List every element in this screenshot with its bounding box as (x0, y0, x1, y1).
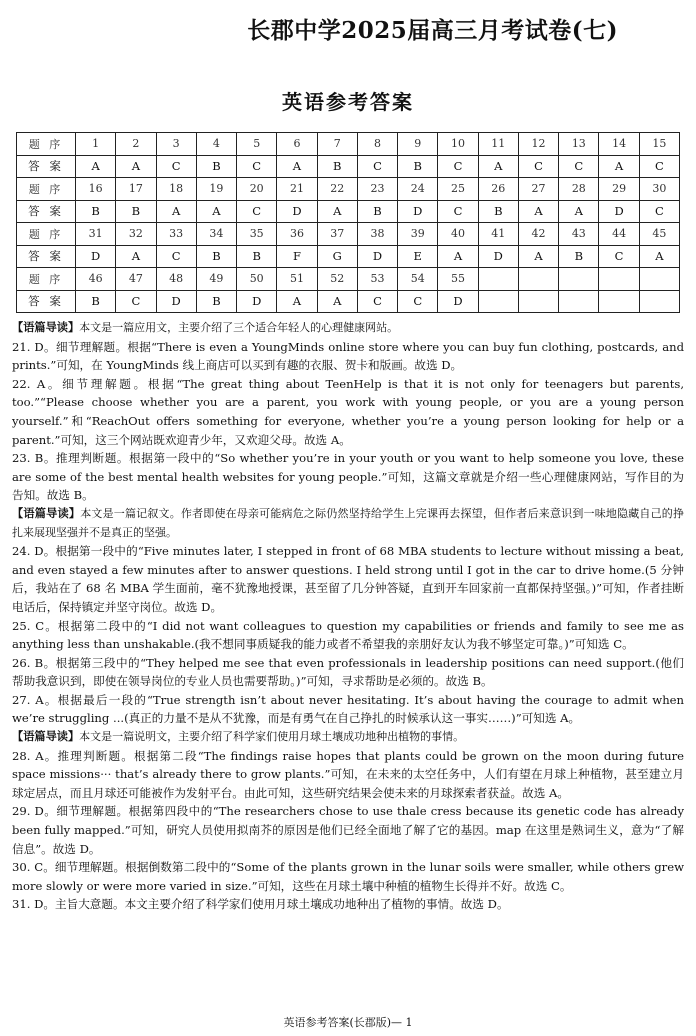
question-number-cell: 45 (639, 223, 679, 246)
question-number-cell: 13 (559, 133, 599, 156)
answer-cell: C (438, 155, 478, 178)
question-number-cell: 8 (357, 133, 397, 156)
answer-cell: C (438, 200, 478, 223)
answer-cell: C (639, 155, 679, 178)
answer-cell: B (478, 200, 518, 223)
question-number-cell: 44 (599, 223, 639, 246)
question-number-cell: 20 (237, 178, 277, 201)
row-label: 答 案 (17, 155, 76, 178)
question-number-cell: 54 (398, 268, 438, 291)
explanation-28: 28. A。推理判断题。根据第二段“The findings raise hopes that plants could be grown on the moon during future space missions··· that’s already there to grow plants.”可知，在未来的太空任务中，人们有望在月球上种植物，甚至建立月球定居点，而且月球还可能被作为发射平台。由此可知，这些研究结果会使未来的月球探索者获益。故选 A。 (12, 748, 684, 800)
answer-table (16, 132, 680, 313)
explanation-27: 27. A。根据最后一段的“True strength isn’t about never hesitating. It’s about having the courage to admit when we’re struggling ...(真正的力量不是从不犹豫，而是有勇气在自己挣扎的时候承认这一事实……)”可知选 A。 (12, 692, 684, 726)
row-label: 答 案 (17, 200, 76, 223)
answer-cell: A (277, 290, 317, 313)
explanation-24: 24. D。根据第一段中的“Five minutes later, I stepped in front of 68 MBA students to lecture without missing a beat, and even stayed a few minutes after to answer questions. I held strong until I got in the car to drive home.(5 分钟后，我站在了 68 名 MBA 学生面前，毫不犹豫地授课，甚至留了几分钟答疑，直到开车回家前一直都保持坚强。)”可知，作者挂断电话后，保持镇定并坚守岗位。故选 D。 (12, 544, 684, 614)
answer-cell: A (518, 200, 558, 223)
question-number-cell: 47 (116, 268, 156, 291)
answer-cell: A (116, 155, 156, 178)
answer-cell: A (599, 155, 639, 178)
question-number-cell: 42 (518, 223, 558, 246)
guide-tag: 【语篇导读】 (12, 321, 80, 334)
question-number-cell: 36 (277, 223, 317, 246)
question-number-cell (518, 268, 558, 291)
answer-cell: B (76, 200, 116, 223)
question-number-cell: 18 (156, 178, 196, 201)
question-number-cell: 43 (559, 223, 599, 246)
question-number-cell: 35 (237, 223, 277, 246)
answer-row (17, 155, 680, 178)
answer-cell: B (116, 200, 156, 223)
answer-cell: C (559, 155, 599, 178)
answer-cell: A (116, 245, 156, 268)
question-number-cell: 17 (116, 178, 156, 201)
question-number-cell: 25 (438, 178, 478, 201)
row-label: 题 序 (17, 133, 76, 156)
explanation-30: 30. C。细节理解题。根据倒数第二段中的“Some of the plants grown in the lunar soils were smaller, while others grew more slowly or were more varied in size.”可知，这些在月球土壤中种植的植物生长得并不好。故选 C。 (12, 860, 684, 893)
answer-cell: C (116, 290, 156, 313)
answer-cell: D (277, 200, 317, 223)
answer-cell: B (196, 290, 236, 313)
explanation-25: 25. C。根据第二段中的“I did not want colleagues to question my capabilities or friends and family to see me as anything less than unshakable.(我不想同事质疑我的能力或者不希望我的亲朋好友认为我不够坚定可靠。)”可知选 C。 (12, 618, 684, 652)
passage-guide-2 (12, 505, 684, 542)
answer-cell: B (196, 245, 236, 268)
question-number-cell (559, 268, 599, 291)
answer-cell (478, 290, 518, 313)
answer-cell: A (317, 200, 357, 223)
question-number-cell: 51 (277, 268, 317, 291)
question-number-cell: 19 (196, 178, 236, 201)
answer-row (17, 200, 680, 223)
answer-cell: G (317, 245, 357, 268)
answer-cell: D (398, 200, 438, 223)
row-label: 答 案 (17, 245, 76, 268)
passage-guide-1 (12, 319, 684, 338)
question-number-cell: 52 (317, 268, 357, 291)
answer-cell: A (518, 245, 558, 268)
answer-cell: D (357, 245, 397, 268)
answer-cell: A (196, 200, 236, 223)
question-number-cell: 24 (398, 178, 438, 201)
question-number-cell: 6 (277, 133, 317, 156)
question-number-cell (478, 268, 518, 291)
question-number-cell: 53 (357, 268, 397, 291)
answer-cell: D (76, 245, 116, 268)
question-number-cell: 3 (156, 133, 196, 156)
guide-text: 本文是一篇说明文，主要介绍了科学家们使用月球土壤成功地种出植物的事情。 (79, 730, 465, 744)
answer-cell: A (438, 245, 478, 268)
question-number-cell: 30 (639, 178, 679, 201)
answer-cell: C (518, 155, 558, 178)
answer-cell: D (156, 290, 196, 313)
row-label: 题 序 (17, 268, 76, 291)
guide-tag: 【语篇导读】 (12, 730, 80, 744)
question-number-row (17, 178, 680, 201)
explanation-31: 31. D。主旨大意题。本文主要介绍了科学家们使用月球土壤成功地种出了植物的事情。故选 D。 (12, 897, 509, 912)
explanation-29: 29. D。细节理解题。根据第四段中的“The researchers chose to use thale cress because its genetic code has already been fully mapped.”可知，研究人员使用拟南芥的原因是他们已经全面地了解了它的基因。map 在这里是熟词生义，意为“了解信息”。故选 D。 (12, 804, 684, 856)
question-number-cell: 46 (76, 268, 116, 291)
answer-cell: F (277, 245, 317, 268)
question-number-cell: 21 (277, 178, 317, 201)
answer-cell: C (237, 200, 277, 223)
answer-cell: C (599, 245, 639, 268)
question-number-cell: 32 (116, 223, 156, 246)
question-number-cell: 41 (478, 223, 518, 246)
question-number-cell: 1 (76, 133, 116, 156)
question-number-cell: 33 (156, 223, 196, 246)
answer-cell: B (76, 290, 116, 313)
row-label: 答 案 (17, 290, 76, 313)
explanation-23: 23. B。推理判断题。根据第一段中的“So whether you’re in your youth or you want to help someone you love, these are some of the best mental health websites for young people.”可知，这篇文章就是介绍一些心理健康网站，写作目的为告知。故选 B。 (12, 451, 684, 503)
question-number-cell: 4 (196, 133, 236, 156)
answer-key-heading: 英语参考答案 (282, 90, 414, 114)
explanation-21: 21. D。细节理解题。根据“There is even a YoungMinds online store where you can buy fun clothing, postcards, and prints.”可知，在 YoungMinds 线上商店可以买到有趣的衣服、贺卡和版画。故选 D。 (12, 339, 684, 373)
row-label: 题 序 (17, 178, 76, 201)
row-label: 题 序 (17, 223, 76, 246)
question-number-cell: 40 (438, 223, 478, 246)
question-number-cell: 29 (599, 178, 639, 201)
answer-cell (599, 290, 639, 313)
question-number-cell: 38 (357, 223, 397, 246)
answer-row (17, 290, 680, 313)
question-number-cell: 55 (438, 268, 478, 291)
answer-cell: B (317, 155, 357, 178)
answer-cell (639, 290, 679, 313)
question-number-cell: 10 (438, 133, 478, 156)
guide-tag: 【语篇导读】 (12, 506, 81, 520)
question-number-cell: 7 (317, 133, 357, 156)
answer-cell: B (196, 155, 236, 178)
question-number-cell (599, 268, 639, 291)
answer-cell: D (478, 245, 518, 268)
answer-cell: A (277, 155, 317, 178)
answer-cell: E (398, 245, 438, 268)
question-number-cell: 34 (196, 223, 236, 246)
question-number-cell: 16 (76, 178, 116, 201)
answer-cell: C (357, 155, 397, 178)
question-number-cell: 48 (156, 268, 196, 291)
question-number-cell: 39 (398, 223, 438, 246)
question-number-cell: 27 (518, 178, 558, 201)
answer-cell: D (237, 290, 277, 313)
question-number-cell: 28 (559, 178, 599, 201)
answer-cell: C (237, 155, 277, 178)
question-number-row (17, 268, 680, 291)
answer-cell: B (357, 200, 397, 223)
answer-cell: B (398, 155, 438, 178)
explanation-22: 22. A。细节理解题。根据“The great thing about TeenHelp is that it is not only for teenagers but parents, too.”“Please choose whether you are a parent, you work with young people, or you are a young person yourself.”和“ReachOut offers something for everyone, whether you’re a young person looking for help or a parent.”可知，这三个网站既欢迎青少年，又欢迎父母。故选 A。 (12, 376, 684, 447)
question-number-cell: 31 (76, 223, 116, 246)
question-number-cell: 22 (317, 178, 357, 201)
page-footer: 英语参考答案(长郡版)— 1 (283, 1016, 413, 1029)
explanation-26: 26. B。根据第三段中的“They helped me see that even professionals in leadership positions can need support.(他们帮助我意识到，即使在领导岗位的专业人员也需要帮助。)”可知，寻求帮助是必须的。故选 B。 (12, 655, 684, 689)
answer-cell: A (559, 200, 599, 223)
answer-cell: C (357, 290, 397, 313)
page-title: 长郡中学2025届高三月考试卷(七) (247, 17, 618, 44)
answer-cell: A (478, 155, 518, 178)
answer-cell: A (639, 245, 679, 268)
question-number-row (17, 133, 680, 156)
question-number-cell: 5 (237, 133, 277, 156)
guide-text: 本文是一篇记叙文。作者即使在母亲可能病危之际仍然坚持给学生上完课再去探望，但作者后来意识到一味地隐藏自己的挣扎来展现坚强并不是真正的坚强。 (12, 506, 684, 539)
answer-cell: A (317, 290, 357, 313)
question-number-cell: 14 (599, 133, 639, 156)
answer-row (17, 245, 680, 268)
answer-cell: A (76, 155, 116, 178)
answer-cell: C (639, 200, 679, 223)
question-number-cell (639, 268, 679, 291)
question-number-cell: 23 (357, 178, 397, 201)
answer-cell (518, 290, 558, 313)
answer-cell: C (156, 245, 196, 268)
question-number-cell: 2 (116, 133, 156, 156)
question-number-row (17, 223, 680, 246)
question-number-cell: 12 (518, 133, 558, 156)
question-number-cell: 49 (196, 268, 236, 291)
question-number-cell: 11 (478, 133, 518, 156)
guide-text: 本文是一篇应用文，主要介绍了三个适合年轻人的心理健康网站。 (79, 321, 399, 334)
answer-cell: B (559, 245, 599, 268)
answer-cell: C (156, 155, 196, 178)
answer-cell: D (438, 290, 478, 313)
question-number-cell: 37 (317, 223, 357, 246)
question-number-cell: 15 (639, 133, 679, 156)
passage-guide-3 (12, 728, 684, 747)
question-number-cell: 26 (478, 178, 518, 201)
answer-cell: D (599, 200, 639, 223)
answer-cell: A (156, 200, 196, 223)
question-number-cell: 9 (398, 133, 438, 156)
answer-cell: C (398, 290, 438, 313)
explanations (12, 319, 684, 914)
answer-cell: B (237, 245, 277, 268)
answer-cell (559, 290, 599, 313)
question-number-cell: 50 (237, 268, 277, 291)
